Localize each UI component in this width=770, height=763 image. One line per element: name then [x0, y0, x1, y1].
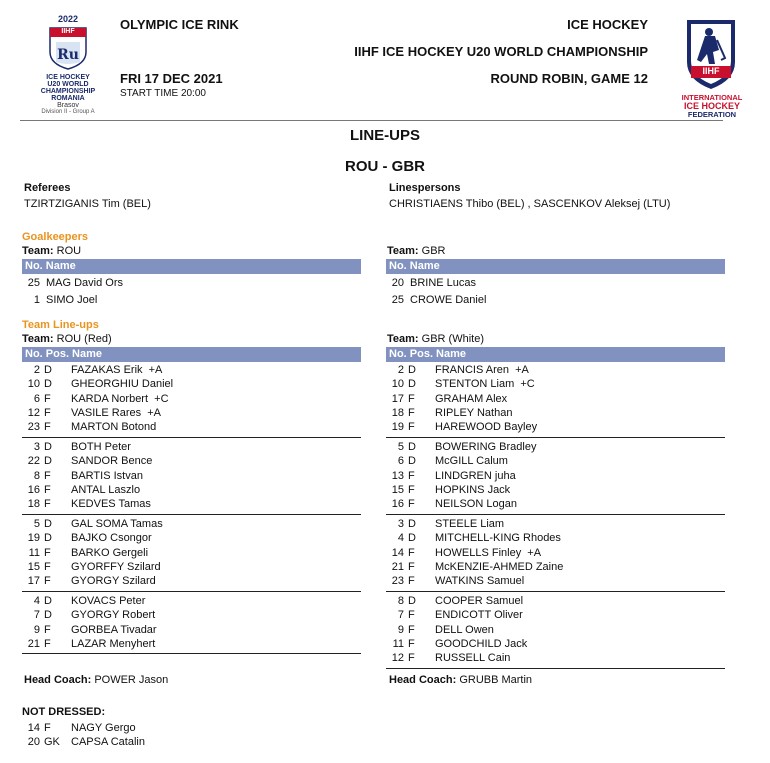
player-number: 11	[392, 637, 404, 650]
event-logo-division: Division II - Group A	[41, 109, 95, 115]
player-number: 8	[33, 469, 40, 482]
player-number: 25	[27, 277, 40, 289]
player-row	[0, 392, 330, 406]
team-name: ROU	[56, 245, 82, 257]
player-position: D	[408, 518, 416, 530]
team-name: GBR	[421, 245, 446, 257]
team-label: Team:	[387, 245, 419, 257]
player-name: McGILL Calum	[435, 455, 508, 468]
player-name: GORBEA Tivadar	[71, 623, 157, 636]
player-row	[364, 531, 694, 545]
linespersons-value: CHRISTIAENS Thibo (BEL) , SASCENKOV Aleksej (LTU)	[389, 198, 671, 210]
player-number: 8	[397, 595, 404, 607]
player-position: F	[44, 392, 51, 405]
player-row	[364, 440, 694, 454]
player-name: McKENZIE-AHMED Zaine	[435, 560, 564, 573]
player-position: F	[408, 421, 415, 434]
player-row	[364, 608, 694, 622]
player-row	[0, 546, 330, 560]
player-row	[364, 517, 694, 531]
player-position: GK	[44, 736, 60, 748]
player-number: 3	[397, 518, 404, 530]
federation-logo-brand: IIHF	[702, 66, 720, 76]
player-row	[364, 651, 694, 665]
player-name: GYORGY Robert	[71, 609, 156, 622]
player-position: F	[44, 421, 51, 434]
not-dressed-label: NOT DRESSED:	[22, 706, 106, 718]
player-name: STEELE Liam	[435, 518, 505, 530]
player-row	[0, 454, 330, 468]
player-number: 18	[27, 498, 40, 511]
player-row	[364, 276, 694, 290]
line-separator	[386, 668, 725, 669]
line-separator	[22, 437, 361, 438]
player-row	[0, 377, 330, 391]
player-number: 12	[27, 406, 40, 419]
lineups-header-away: No. Pos. Name	[386, 347, 725, 362]
start-time: START TIME 20:00	[120, 88, 206, 99]
player-number: 25	[391, 294, 404, 306]
player-position: D	[44, 532, 52, 545]
player-number: 21	[391, 560, 404, 573]
player-number: 4	[33, 595, 40, 607]
page-title: LINE-UPS	[349, 127, 420, 144]
federation-logo-line: ICE HOCKEY	[683, 101, 740, 111]
player-number: 11	[28, 546, 40, 559]
player-row	[0, 594, 330, 608]
player-name: ENDICOTT Oliver	[435, 609, 523, 622]
player-number: 10	[27, 378, 40, 391]
player-name: KEDVES Tamas	[71, 498, 151, 511]
player-name: HOPKINS Jack	[435, 483, 511, 496]
player-number: 14	[391, 546, 404, 559]
player-row	[364, 623, 694, 637]
player-name: RIPLEY Nathan	[435, 406, 513, 419]
event-logo-line: ROMANIA	[51, 95, 85, 102]
player-row	[364, 574, 694, 588]
player-name: LAZAR Menyhert	[71, 637, 156, 650]
player-position: F	[408, 560, 415, 573]
player-number: 23	[391, 575, 404, 588]
player-name: CAPSA Catalin	[71, 736, 145, 748]
player-name: GRAHAM Alex	[435, 392, 508, 405]
player-number: 7	[397, 609, 404, 622]
player-position: F	[408, 406, 415, 419]
player-name: FAZAKAS Erik +A	[71, 364, 163, 376]
player-row	[364, 497, 694, 511]
referees-value: TZIRTZIGANIS Tim (BEL)	[24, 198, 151, 210]
player-name: KOVACS Peter	[71, 595, 146, 607]
player-position: F	[408, 637, 415, 650]
player-position: D	[408, 595, 416, 607]
player-row	[0, 531, 330, 545]
player-row	[364, 363, 694, 377]
goalkeepers-section-label: Goalkeepers	[22, 231, 89, 243]
player-name: NEILSON Logan	[435, 498, 517, 511]
player-number: 1	[33, 294, 40, 306]
player-position: D	[44, 518, 52, 530]
player-name: STENTON Liam +C	[435, 378, 535, 391]
player-row	[0, 406, 330, 420]
event-logo-line: CHAMPIONSHIP	[40, 88, 96, 95]
player-row	[364, 454, 694, 468]
player-position: F	[44, 498, 51, 511]
player-number: 9	[33, 623, 40, 636]
player-row	[0, 574, 330, 588]
goalkeepers-header-home: No. Name	[22, 259, 361, 274]
player-row	[364, 420, 694, 434]
team-label: Team:	[387, 333, 419, 345]
player-position: D	[44, 378, 52, 391]
player-row	[0, 517, 330, 531]
player-number: 20	[27, 736, 40, 748]
player-number: 7	[33, 609, 40, 622]
player-position: F	[408, 392, 415, 405]
lineups-header-home: No. Pos. Name	[22, 347, 361, 362]
player-position: D	[44, 595, 52, 607]
player-number: 15	[391, 483, 404, 496]
event-logo-line: ICE HOCKEY	[46, 74, 90, 81]
player-name: RUSSELL Cain	[435, 652, 511, 665]
player-position: D	[408, 455, 416, 468]
team-label: Team:	[22, 333, 54, 345]
player-position: D	[44, 609, 52, 622]
player-position: F	[44, 637, 51, 650]
player-row	[364, 594, 694, 608]
player-name: GYORGY Szilard	[71, 575, 156, 588]
player-row	[0, 623, 330, 637]
player-row	[364, 377, 694, 391]
player-row	[0, 293, 330, 307]
event-logo-brand: IIHF	[61, 28, 75, 35]
player-row	[0, 637, 330, 651]
player-position: D	[408, 364, 416, 376]
federation-logo	[672, 18, 752, 120]
player-number: 17	[27, 575, 40, 588]
player-position: F	[44, 560, 51, 573]
player-name: BARKO Gergeli	[71, 546, 149, 559]
player-name: WATKINS Samuel	[435, 575, 525, 588]
event-logo-line: U20 WORLD	[47, 81, 89, 88]
line-separator	[22, 514, 361, 515]
player-name: MARTON Botond	[71, 421, 157, 434]
team-label: Team:	[22, 245, 54, 257]
player-name: GHEORGHIU Daniel	[71, 378, 174, 391]
team-name: ROU (Red)	[56, 333, 112, 345]
player-name: GYORFFY Szilard	[71, 560, 161, 573]
event-logo-year: 2022	[57, 14, 79, 24]
player-number: 23	[27, 421, 40, 434]
player-position: D	[408, 532, 416, 545]
linespersons-label: Linespersons	[389, 182, 461, 194]
coach-label: Head Coach:	[389, 674, 457, 686]
player-position: F	[44, 406, 51, 419]
venue: OLYMPIC ICE RINK	[120, 17, 239, 32]
federation-logo-line: INTERNATIONAL	[681, 93, 743, 102]
player-number: 2	[397, 364, 404, 376]
player-position: F	[408, 469, 415, 482]
round-game: ROUND ROBIN, GAME 12	[490, 71, 648, 86]
player-name: COOPER Samuel	[435, 595, 524, 607]
player-row	[0, 420, 330, 434]
player-name: FRANCIS Aren +A	[435, 364, 529, 376]
player-number: 16	[391, 498, 404, 511]
player-number: 21	[27, 637, 40, 650]
player-number: 12	[391, 652, 404, 665]
player-position: D	[44, 455, 52, 468]
player-name: BRINE Lucas	[410, 277, 477, 289]
player-number: 16	[27, 483, 40, 496]
player-row	[364, 483, 694, 497]
player-number: 22	[27, 455, 40, 468]
player-position: F	[44, 469, 51, 482]
player-name: BAJKO Csongor	[71, 532, 152, 545]
player-position: F	[408, 575, 415, 588]
player-position: D	[408, 441, 416, 453]
player-row	[0, 608, 330, 622]
player-number: 4	[397, 532, 404, 545]
player-number: 3	[33, 441, 40, 453]
player-name: MITCHELL-KING Rhodes	[435, 532, 561, 545]
player-position: F	[408, 609, 415, 622]
player-position: F	[44, 483, 51, 496]
team-name: GBR (White)	[421, 333, 484, 345]
referees-label: Referees	[24, 182, 71, 194]
player-name: HAREWOOD Bayley	[435, 421, 538, 434]
player-name: LINDGREN juha	[435, 469, 516, 482]
player-row	[0, 276, 330, 290]
player-number: 2	[33, 364, 40, 376]
player-name: MAG David Ors	[46, 277, 124, 289]
player-row	[0, 721, 330, 735]
match-date: FRI 17 DEC 2021	[120, 71, 223, 86]
player-row	[0, 735, 330, 749]
player-row	[364, 637, 694, 651]
player-name: BOTH Peter	[71, 441, 131, 453]
player-number: 18	[391, 406, 404, 419]
line-separator	[386, 591, 725, 592]
player-row	[364, 560, 694, 574]
player-position: F	[44, 575, 51, 588]
player-row	[0, 469, 330, 483]
event-logo	[30, 14, 106, 120]
player-name: BOWERING Bradley	[435, 441, 537, 453]
line-separator	[386, 514, 725, 515]
championship: IIHF ICE HOCKEY U20 WORLD CHAMPIONSHIP	[354, 44, 648, 59]
goalkeepers-header-away: No. Name	[386, 259, 725, 274]
player-name: CROWE Daniel	[410, 294, 487, 306]
sport: ICE HOCKEY	[567, 17, 648, 32]
player-number: 19	[391, 421, 404, 434]
player-row	[0, 560, 330, 574]
player-position: F	[408, 483, 415, 496]
player-name: NAGY Gergo	[71, 722, 136, 734]
player-row	[0, 440, 330, 454]
event-logo-city: Brasov	[57, 102, 79, 109]
federation-shield-icon	[685, 18, 737, 90]
player-row	[0, 483, 330, 497]
player-name: GOODCHILD Jack	[435, 637, 528, 650]
player-number: 9	[397, 623, 404, 636]
player-position: F	[408, 498, 415, 511]
player-number: 15	[27, 560, 40, 573]
player-number: 10	[391, 378, 404, 391]
player-position: D	[44, 441, 52, 453]
line-separator	[386, 437, 725, 438]
player-position: F	[44, 623, 51, 636]
header-divider	[20, 120, 723, 121]
player-row	[364, 469, 694, 483]
lineups-section-label: Team Line-ups	[22, 319, 99, 331]
head-coach-away: GRUBB Martin	[459, 674, 533, 686]
player-name: BARTIS Istvan	[71, 469, 143, 482]
player-name: SANDOR Bence	[71, 455, 153, 468]
player-row	[364, 406, 694, 420]
player-number: 6	[33, 392, 40, 405]
player-number: 6	[397, 455, 404, 468]
player-position: D	[44, 364, 52, 376]
federation-logo-line: FEDERATION	[687, 110, 737, 119]
player-name: SIMO Joel	[46, 294, 98, 306]
player-position: D	[408, 378, 416, 391]
player-number: 13	[391, 469, 404, 482]
player-name: VASILE Rares +A	[71, 406, 161, 419]
player-number: 5	[33, 518, 40, 530]
player-number: 20	[391, 277, 404, 289]
line-separator	[22, 591, 361, 592]
player-position: F	[408, 652, 415, 665]
player-number: 17	[391, 392, 404, 405]
player-name: DELL Owen	[435, 623, 494, 636]
player-number: 5	[397, 441, 404, 453]
player-number: 19	[27, 532, 40, 545]
svg-text:Ru: Ru	[57, 47, 79, 63]
player-position: F	[44, 546, 51, 559]
player-position: F	[44, 722, 51, 734]
matchup: ROU - GBR	[345, 158, 425, 175]
player-position: F	[408, 546, 415, 559]
player-name: KARDA Norbert +C	[71, 392, 169, 405]
line-separator	[22, 653, 361, 654]
player-row	[364, 546, 694, 560]
player-row	[0, 363, 330, 377]
player-name: GAL SOMA Tamas	[71, 518, 163, 530]
player-position: F	[408, 623, 415, 636]
player-name: HOWELLS Finley +A	[435, 546, 542, 559]
player-row	[364, 293, 694, 307]
player-name: ANTAL Laszlo	[71, 483, 141, 496]
player-row	[0, 497, 330, 511]
coach-label: Head Coach:	[24, 674, 92, 686]
player-row	[364, 392, 694, 406]
player-number: 14	[27, 722, 40, 734]
head-coach-home: POWER Jason	[94, 674, 169, 686]
